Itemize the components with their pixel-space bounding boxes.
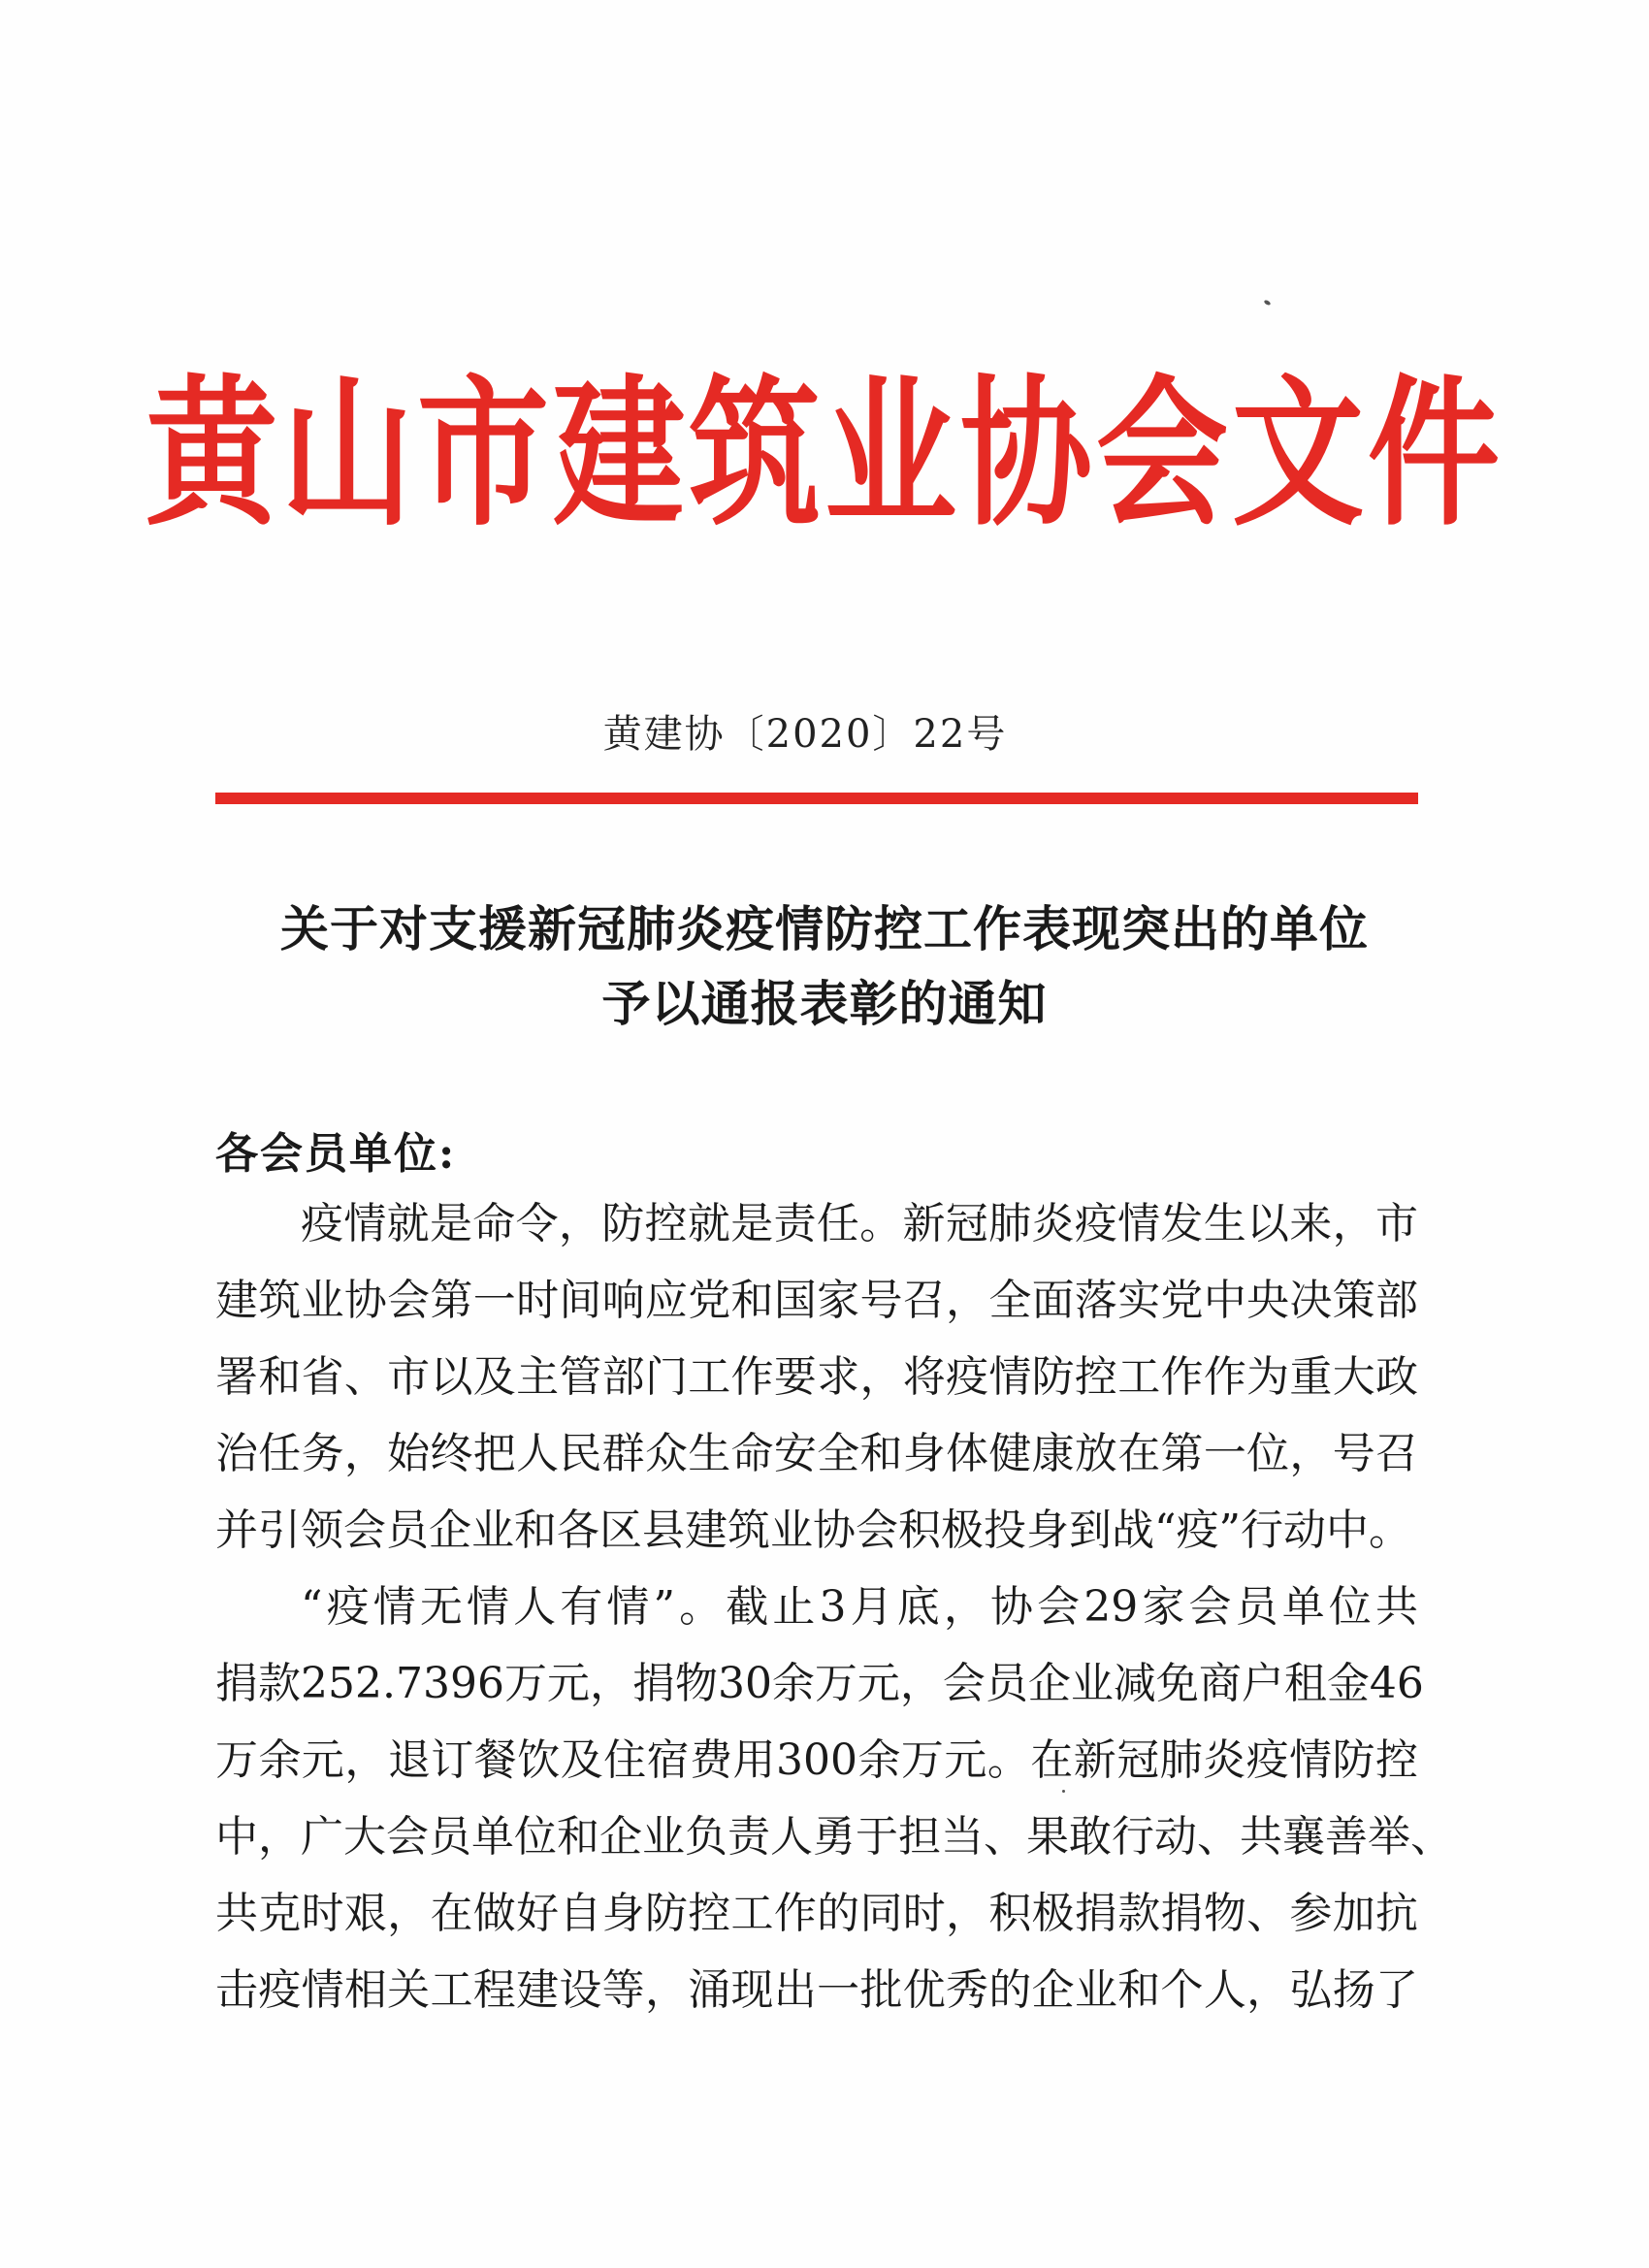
red-divider-rule [215, 793, 1418, 804]
paragraph-1-line: 治任务，始终把人民群众生命安全和身体健康放在第一位，号召 [215, 1429, 1418, 1478]
notice-title-line-2: 予以通报表彰的通知 [601, 975, 1048, 1032]
paragraph-2-line: 击疫情相关工程建设等，涌现出一批优秀的企业和个人，弘扬了 [215, 1965, 1418, 2015]
paragraph-2-line: 捐款252.7396万元，捐物30余万元，会员企业减免商户租金46 [215, 1659, 1424, 1708]
paragraph-2-line: 中，广大会员单位和企业负责人勇于担当、果敢行动、共襄善举、 [215, 1812, 1453, 1862]
paragraph-1-line: 疫情就是命令，防控就是责任。新冠肺炎疫情发生以来，市 [301, 1199, 1418, 1248]
paragraph-2-line: 万余元，退订餐饮及住宿费用300余万元。在新冠肺炎疫情防控 [215, 1735, 1418, 1785]
paragraph-1 [215, 1185, 1418, 1569]
masthead-title: 黄山市建筑业协会文件 [146, 359, 1504, 549]
paragraph-1-line: 建筑业协会第一时间响应党和国家号召，全面落实党中央决策部 [215, 1276, 1418, 1325]
paragraph-2-line: 共克时艰，在做好自身防控工作的同时，积极捐款捐物、参加抗 [215, 1889, 1418, 1938]
scan-speck [1062, 1790, 1065, 1793]
paragraph-1-line: 并引领会员企业和各区县建筑业协会积极投身到战“疫”行动中。 [215, 1506, 1411, 1555]
scan-speck [1263, 300, 1271, 307]
document-number: 黄建协〔2020〕22号 [602, 712, 1008, 757]
paragraph-2-line: “疫情无情人有情”。截止3月底，协会29家会员单位共 [301, 1582, 1418, 1632]
paragraph-2 [215, 1569, 1453, 2028]
salutation: 各会员单位: [215, 1129, 457, 1179]
paragraph-1-line: 署和省、市以及主管部门工作要求，将疫情防控工作作为重大政 [215, 1352, 1418, 1402]
notice-title-line-1: 关于对支援新冠肺炎疫情防控工作表现突出的单位 [280, 900, 1369, 957]
